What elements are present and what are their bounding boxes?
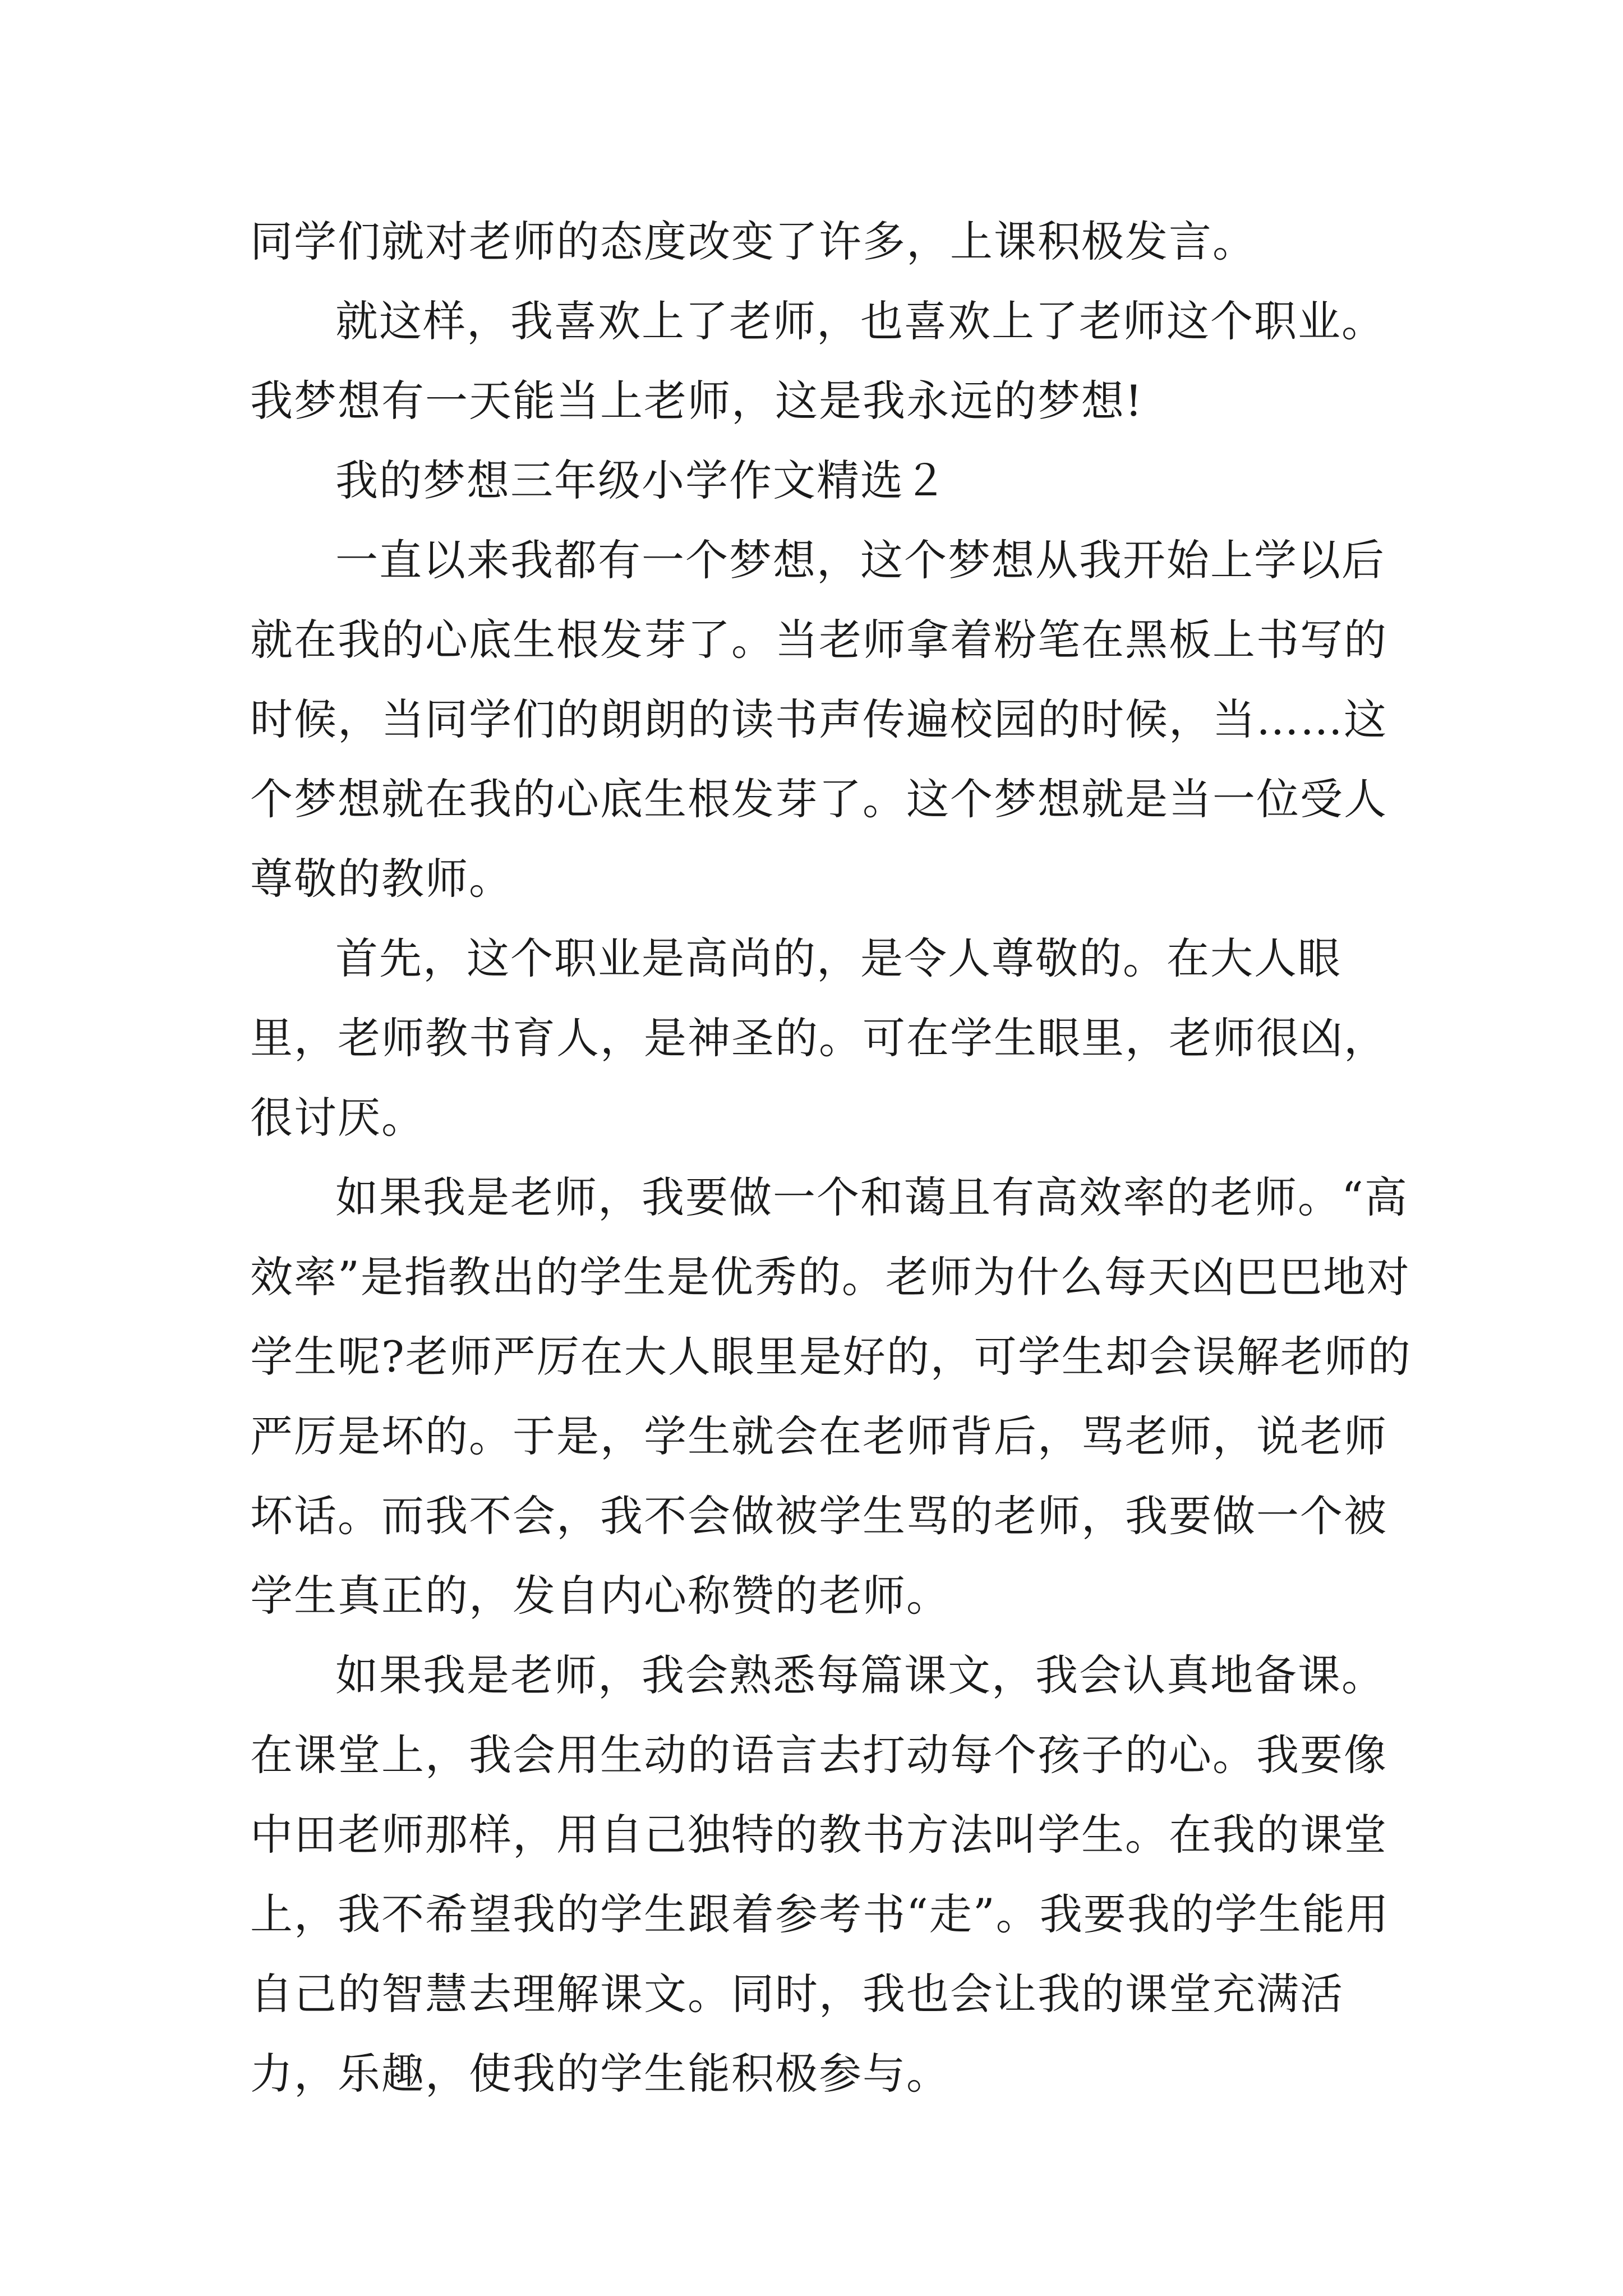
paragraph: 如果我是老师，我会熟悉每篇课文，我会认真地备课。在课堂上，我会用生动的语言去打动每个孩子的心。我要像中田老师那样，用自己独特的教书方法叫学生。在我的课堂上，我不希望我的学生跟着参考书“走”。我要我的学生能用自己的智慧去理解课文。同时，我也会让我的课堂充满活力，乐趣，使我的学生能积极参与。 bbox=[250, 1650, 1390, 2099]
paragraph: 如果我是老师，我要做一个和蔼且有高效率的老师。“高效率”是指教出的学生是优秀的。老师为什么每天凶巴巴地对学生呢?老师严厉在大人眼里是好的，可学生却会误解老师的严厉是坏的。于是，学生就会在老师背后，骂老师，说老师坏话。而我不会，我不会做被学生骂的老师，我要做一个被学生真正的，发自内心称赞的老师。 bbox=[250, 1172, 1412, 1621]
essay-title: 我的梦想三年级小学作文精选２ bbox=[335, 455, 948, 505]
paragraph-continuation: 同学们就对老师的态度改变了许多，上课积极发言。 bbox=[250, 217, 1256, 266]
paragraph: 首先，这个职业是高尚的，是令人尊敬的。在大人眼里，老师教书育人，是神圣的。可在学生眼里，老师很凶，很讨厌。 bbox=[250, 933, 1387, 1143]
paragraph: 一直以来我都有一个梦想，这个梦想从我开始上学以后就在我的心底生根发芽了。当老师拿着粉笔在黑板上书写的时候，当同学们的朗朗的读书声传遍校园的时候，当……这个梦想就在我的心底生根发芽了。这个梦想就是当一位受人尊敬的教师。 bbox=[250, 535, 1387, 904]
document-body bbox=[250, 202, 1417, 2114]
paragraph: 就这样，我喜欢上了老师，也喜欢上了老师这个职业。我梦想有一天能当上老师，这是我永远的梦想! bbox=[250, 296, 1385, 426]
